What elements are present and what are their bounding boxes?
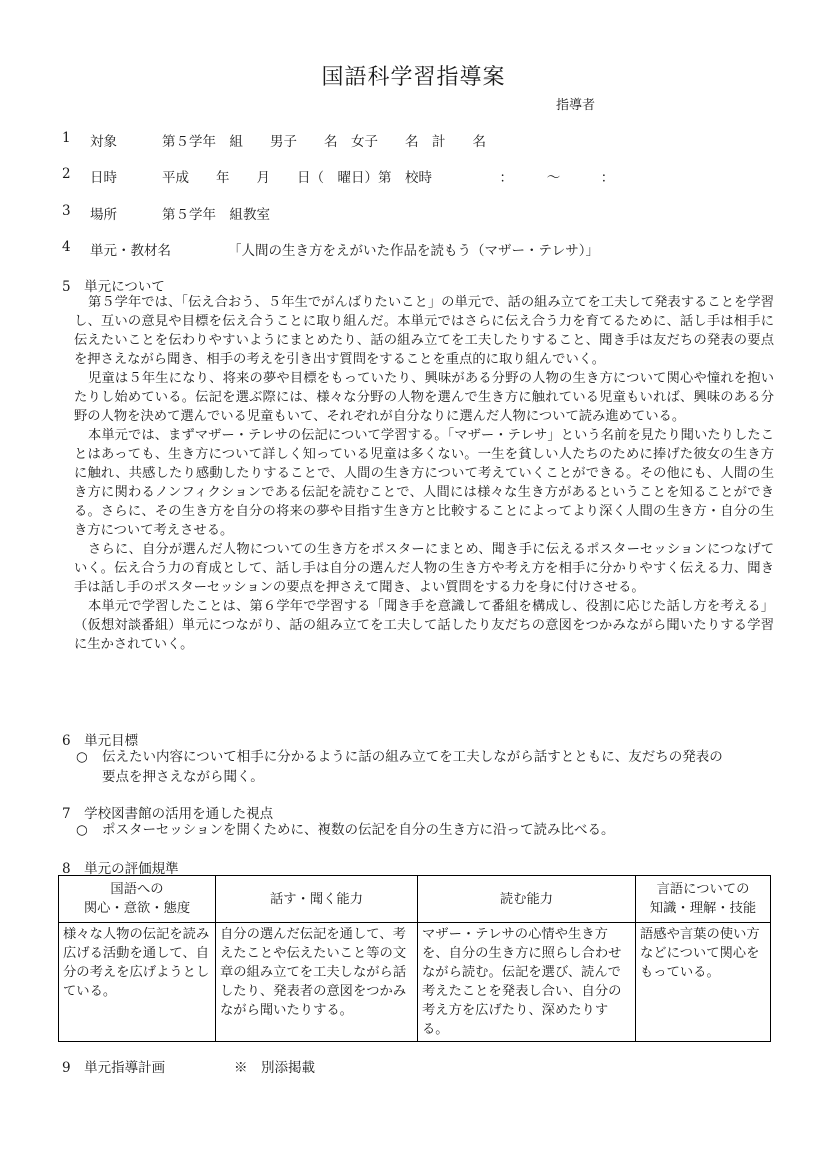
paragraph: さらに、自分が選んだ人物についての生き方をポスターにまとめ、聞き手に伝えるポスターセッションにつなげていく。伝え合う力の育成として、話し手は自分の選んだ人物の生き方や考え方を相手に分かりやすく伝える力、聞き手は話し手のポスターセッションの要点を押さえて聞き、よい質問をする力を身に付けさせる。: [74, 542, 774, 595]
table-header-row: [59, 876, 771, 923]
section-8-heading: 8 単元の評価規準: [62, 861, 179, 877]
section-5-body: [74, 293, 774, 654]
author-label: 指導者: [556, 98, 596, 113]
header-interest: [59, 876, 216, 923]
item-label: 日時: [90, 170, 117, 186]
header-line: 知識・理解・技能: [649, 901, 757, 916]
paragraph: 第５学年では、「伝え合おう、５年生でがんばりたいこと」の単元で、話の組み立てを工夫して発表することを学習し、互いの意見や目標を伝え合うことに取り組んだ。本単元ではさらに伝え合う力を育てるために、話し手は相手に伝えたいことを伝わりやすいようにまとめたり、話の組み立てを工夫したりすること、聞き手は友だちの発表の要点を押さえながら聞き、相手の考えを引き出す質問をすることを重点的に取り組んでいく。: [74, 295, 774, 367]
header-line: 話す・聞く能力: [269, 891, 364, 907]
table-cell: 様々な人物の伝記を読み広げる活動を通して、自分の考えを広げようとしている。: [59, 923, 216, 1042]
section-9-heading: 9 単元指導計画: [62, 1060, 166, 1076]
section-7-heading: 7 学校図書館の活用を通した視点: [62, 806, 274, 822]
section-7-viewpoint: [76, 820, 776, 840]
table-cell: 語感や言葉の使い方などについて関心をもっている。: [636, 923, 771, 1042]
circle-bullet-icon: ○: [76, 749, 88, 765]
document-title: 国語科学習指導案: [321, 65, 506, 90]
item-value: 第５学年 組 男子 名 女子 名 計 名: [162, 134, 486, 150]
item-number: 2: [62, 166, 71, 182]
item-value: 「人間の生き方をえがいた作品を読もう（マザー・テレサ）」: [228, 243, 599, 259]
header-speaking-listening: [216, 876, 418, 923]
evaluation-criteria-table: [58, 875, 771, 1042]
table-cell: マザー・テレサの心情や生き方を、自分の生き方に照らし合わせながら読む。伝記を選び、読んで考えたことを発表し合い、自分の考え方を広げたり、深めたりする。: [418, 923, 636, 1042]
header-language-knowledge: [636, 876, 771, 923]
section-6-heading: 6 単元目標: [62, 733, 139, 749]
table-cell: 自分の選んだ伝記を通して、考えたことや伝えたいこと等の文章の組み立てを工夫しながら話したり、発表者の意図をつかみながら聞いたりする。: [216, 923, 418, 1042]
header-reading: [418, 876, 636, 923]
header-line: 関心・意欲・態度: [83, 901, 191, 916]
table-row: [59, 923, 771, 1042]
item-label: 対象: [90, 134, 117, 150]
paragraph: 本単元では、まずマザー・テレサの伝記について学習する。「マザー・テレサ」という名前を見たり聞いたりしたことはあっても、生き方について詳しく知っている児童は多くない。一生を貧しい人たちのために捧げた彼女の生き方に触れ、共感したり感動したりすることで、人間の生き方について考えていくことができる。その他にも、人間の生き方に関わるノンフィクションである伝記を読むことで、人間には様々な生き方があるということを知ることができる。さらに、その生き方を自分の将来の夢や目指す生き方と比較することによってより深く人間の生き方・自分の生き方について考えさせる。: [74, 428, 774, 538]
viewpoint-text: ポスターセッションを開くために、複数の伝記を自分の生き方に沿って読み比べる。: [102, 822, 615, 838]
header-line: 言語についての: [656, 882, 750, 897]
header-line: 国語への: [110, 882, 164, 897]
goal-text-line1: 伝えたい内容について相手に分かるように話の組み立てを工夫しながら話すとともに、友だちの発表の: [102, 749, 723, 765]
item-value: 平成 年 月 日（ 曜日）第 校時 ： 〜 ：: [162, 170, 615, 186]
item-number: 3: [62, 203, 71, 219]
item-number: 4: [62, 239, 71, 255]
header-line: 読む能力: [499, 891, 554, 907]
item-label: 場所: [90, 207, 117, 223]
item-value: 第５学年 組教室: [162, 207, 270, 223]
goal-text-line2: 要点を押さえながら聞く。: [102, 769, 264, 785]
section-6-goal: [76, 747, 776, 787]
item-number: 1: [62, 130, 71, 146]
section-5-heading: 5 単元について: [62, 279, 165, 295]
paragraph: 児童は５年生になり、将来の夢や目標をもっていたり、興味がある分野の人物の生き方について関心や憧れを抱いたりし始めている。伝記を選ぶ際には、様々な分野の人物を選んで生き方に触れている児童もいれば、興味のある分野の人物を決めて選んでいる児童もいて、それぞれが自分なりに選んだ人物について読み進めている。: [74, 371, 774, 424]
section-9-note: ※ 別添掲載: [234, 1060, 315, 1076]
item-label: 単元・教材名: [90, 243, 171, 259]
circle-bullet-icon: ○: [76, 822, 88, 838]
paragraph: 本単元で学習したことは、第６学年で学習する「聞き手を意識して番組を構成し、役割に応じた話し方を考える」（仮想対談番組）単元につながり、話の組み立てを工夫して話したり友だちの意図をつかみながら聞いたりする学習に生かされていく。: [74, 599, 774, 652]
